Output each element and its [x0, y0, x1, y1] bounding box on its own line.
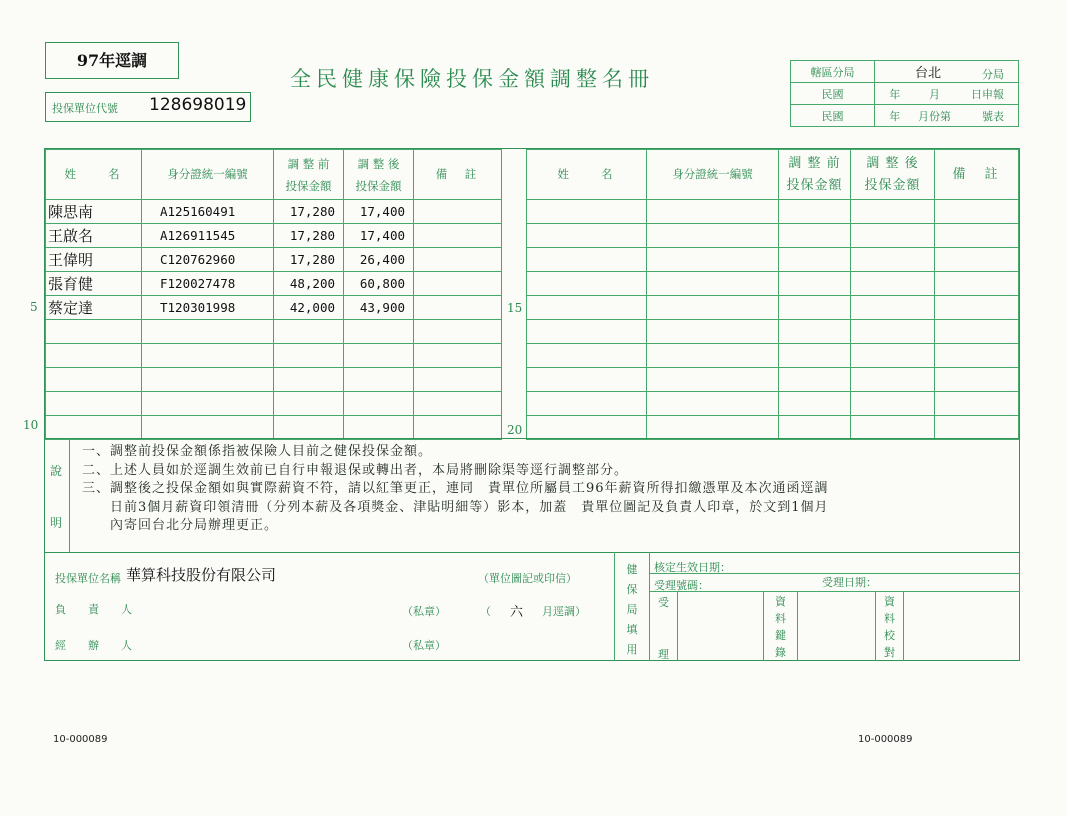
row-remark	[414, 272, 502, 296]
bureau-char-4: 填	[626, 623, 638, 636]
header-after-right-line1: 調 整 後	[866, 155, 919, 171]
row-id: A126911545	[142, 224, 274, 248]
responsible-private-seal: （私章）	[402, 605, 446, 618]
row-after: 26,400	[344, 248, 414, 272]
table-row	[46, 200, 502, 224]
table-row	[527, 224, 1019, 248]
district-label: 轄區分局	[791, 61, 875, 83]
district-value: 台北	[915, 65, 942, 81]
data-check-char-2: 料	[884, 612, 895, 625]
note-line-2: 二、上述人員如於逕調生效前已自行申報退保或轉出者，本局將刪除渠等逕行調整部分。	[82, 462, 629, 478]
table-row	[527, 392, 1019, 416]
month-close: 月逕調）	[542, 605, 586, 618]
sheet-era: 民國	[791, 105, 875, 127]
header-before-right-line2: 投保金額	[786, 177, 843, 193]
accept-no-label: 受理號碼：	[654, 579, 709, 592]
header-before-right-line1: 調 整 前	[788, 155, 841, 171]
row-id: F120027478	[142, 272, 274, 296]
row-before: 42,000	[274, 296, 344, 320]
note-line-4: 日前3個月薪資印領清冊（分列本薪及各項獎金、津貼明細等）影本，加蓋 貴單位圖記及負責人印章，於文到1個月	[82, 499, 829, 515]
handler-private-seal: （私章）	[402, 639, 446, 652]
received-char-1: 受	[658, 596, 669, 609]
verify-row	[650, 556, 1020, 574]
table-row	[46, 368, 502, 392]
note-line-3: 三、調整後之投保金額如與實際薪資不符，請以紅筆更正，連同 貴單位所屬員工96年薪資所得扣繳憑單及本次通函逕調	[82, 481, 829, 496]
table-row	[46, 392, 502, 416]
unit-name-value: 華算科技股份有限公司	[126, 566, 277, 584]
header-after-right-line2: 投保金額	[864, 177, 921, 193]
row-after: 17,400	[344, 200, 414, 224]
row-id: A125160491	[142, 200, 274, 224]
row-name: 王啟名	[46, 224, 142, 248]
notes-text	[82, 443, 1012, 536]
seal-label: （單位圖記或印信）	[478, 572, 577, 585]
row-id: T120301998	[142, 296, 274, 320]
unit-name-label: 投保單位名稱	[55, 572, 121, 585]
note-line-1: 一、調整前投保金額係指被保險人目前之健保投保金額。	[82, 444, 433, 459]
adjust-badge-text: 97年逕調	[76, 51, 148, 70]
data-check-cell	[876, 592, 904, 661]
row-remark	[414, 248, 502, 272]
data-key-char-3: 鍵	[775, 629, 786, 642]
header-id: 身分證統一編號	[142, 150, 274, 200]
notes-label-column	[45, 438, 70, 552]
row-marker-20: 20	[507, 423, 523, 437]
header-before	[274, 150, 344, 200]
data-key-space	[798, 592, 876, 661]
bureau-char-1: 健	[626, 563, 638, 576]
row-id: C120762960	[142, 248, 274, 272]
row-before: 17,280	[274, 224, 344, 248]
received-space	[678, 592, 764, 661]
header-name: 姓 名	[46, 150, 142, 200]
footer-code-left: 10-000089	[53, 734, 108, 745]
form-title: 全民健康保險投保金額調整名冊	[290, 67, 654, 91]
report-month: 月	[915, 83, 955, 105]
table-row	[46, 224, 502, 248]
sheet-month: 月份第	[915, 105, 955, 127]
report-era: 民國	[791, 83, 875, 105]
table-row	[527, 344, 1019, 368]
bureau-char-5: 用	[626, 643, 638, 656]
row-remark	[414, 200, 502, 224]
row-marker-5: 5	[30, 300, 38, 314]
left-roster-table	[45, 149, 502, 440]
received-char-2: 理	[658, 648, 669, 661]
note-line-5: 內寄回台北分局辦理更正。	[82, 518, 279, 533]
row-after: 17,400	[344, 224, 414, 248]
month-open: （	[480, 605, 491, 618]
notes-label-2: 明	[50, 516, 63, 530]
header-name-right: 姓 名	[527, 150, 647, 200]
table-row	[527, 272, 1019, 296]
row-name: 王偉明	[46, 248, 142, 272]
district-cell	[875, 61, 1019, 83]
data-key-char-2: 料	[775, 612, 786, 625]
adjust-badge	[45, 42, 179, 79]
responsible-label: 負 責 人	[55, 603, 132, 616]
report-day: 日申報	[955, 83, 1019, 105]
header-after	[344, 150, 414, 200]
row-remark	[414, 296, 502, 320]
accept-row	[650, 574, 1020, 592]
footer-code-right: 10-000089	[858, 734, 913, 745]
row-remark	[414, 224, 502, 248]
data-key-cell	[764, 592, 798, 661]
table-row	[46, 344, 502, 368]
received-cell	[650, 592, 678, 661]
table-row	[46, 272, 502, 296]
header-before-line1: 調 整 前	[287, 156, 330, 171]
data-check-char-3: 校	[884, 629, 895, 642]
row-before: 48,200	[274, 272, 344, 296]
table-row	[46, 248, 502, 272]
row-name: 蔡定達	[46, 296, 142, 320]
verify-date-label: 核定生效日期：	[654, 561, 731, 574]
header-after-line1: 調 整 後	[357, 156, 400, 171]
table-row	[46, 296, 502, 320]
row-marker-15: 15	[507, 301, 523, 315]
table-row	[527, 200, 1019, 224]
header-id-right: 身分證統一編號	[647, 150, 779, 200]
header-remark: 備 註	[414, 150, 502, 200]
bureau-use-column	[614, 552, 650, 661]
month-value: 六	[510, 605, 524, 620]
bureau-char-3: 局	[626, 603, 638, 616]
header-remark-right: 備 註	[935, 150, 1019, 200]
header-before-right	[779, 150, 851, 200]
header-before-line2: 投保金額	[285, 178, 332, 193]
sheet-no: 號表	[955, 105, 1019, 127]
table-row	[527, 416, 1019, 440]
table-row	[527, 248, 1019, 272]
table-row	[527, 368, 1019, 392]
data-check-char-1: 資	[884, 595, 895, 608]
district-table	[790, 60, 1019, 127]
right-roster-table	[526, 149, 1019, 440]
header-after-right	[851, 150, 935, 200]
divider-notes	[45, 552, 1020, 553]
row-marker-10: 10	[23, 418, 39, 432]
unit-code-label: 投保單位代號	[52, 102, 118, 115]
notes-label-1: 說	[50, 464, 63, 478]
accept-date-label: 受理日期：	[822, 576, 877, 589]
handler-label: 經 辦 人	[55, 639, 132, 652]
table-row	[46, 416, 502, 440]
row-after: 43,900	[344, 296, 414, 320]
data-key-char-1: 資	[775, 595, 786, 608]
divider-top-table	[45, 438, 1020, 439]
unit-code-box	[45, 92, 251, 122]
table-row	[527, 296, 1019, 320]
header-after-line2: 投保金額	[355, 178, 402, 193]
table-row	[46, 320, 502, 344]
bureau-char-2: 保	[626, 583, 638, 596]
row-name: 張育健	[46, 272, 142, 296]
row-after: 60,800	[344, 272, 414, 296]
data-check-char-4: 對	[884, 646, 895, 659]
row-name: 陳思南	[46, 200, 142, 224]
district-suffix: 分局	[982, 67, 1004, 81]
row-before: 17,280	[274, 200, 344, 224]
report-year: 年	[875, 83, 915, 105]
data-key-char-4: 錄	[775, 646, 786, 659]
table-row	[527, 320, 1019, 344]
sheet-year: 年	[875, 105, 915, 127]
row-before: 17,280	[274, 248, 344, 272]
unit-code-value: 128698019	[149, 95, 247, 115]
